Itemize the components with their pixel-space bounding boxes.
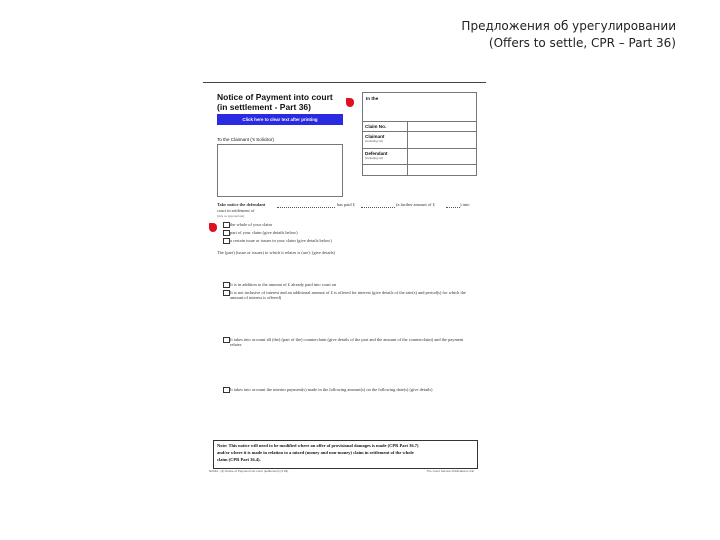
claimant-label: Claimant <box>365 134 385 139</box>
defendant-sub-label: (including ref) <box>365 156 384 160</box>
address-box[interactable] <box>217 144 343 197</box>
claim-no-label: Claim No. <box>365 124 387 129</box>
court-box-divider <box>407 121 408 175</box>
has-paid-text: has paid £ <box>337 202 355 207</box>
note-line3: claim (CPR Part 36.4). <box>217 457 261 462</box>
further-amount-line[interactable] <box>446 207 460 208</box>
interest-checkbox[interactable] <box>223 290 230 296</box>
further-amount-text: (a further amount of £ <box>396 202 435 207</box>
into-text: ) into <box>460 202 470 207</box>
court-box-row <box>363 131 476 132</box>
claimant-sub-label: (including ref) <box>365 139 384 143</box>
tick-as-appropriate-text: (tick as appropriate) <box>217 214 245 218</box>
interest-label: It is not inclusive of interest and an additional amount of £ is offered for interest (give details of the rate(s) and period(s) for which the amount of interest is offered) <box>230 290 466 300</box>
in-the-label: In the <box>366 96 379 101</box>
form-title-line2: (in settlement - Part 36) <box>217 102 311 112</box>
option-issues-label: a certain issue or issues in your claim (give details below) <box>230 238 332 243</box>
note-box <box>213 440 478 469</box>
footer-form-ref: N242A - (4) Notice of Payment into court (settlement) (4.03) <box>209 469 289 473</box>
option-part-claim-checkbox[interactable] <box>223 230 230 236</box>
court-details-box <box>362 92 477 176</box>
red-marker-icon <box>209 223 217 232</box>
red-marker-icon <box>346 98 354 107</box>
form-image <box>203 82 486 477</box>
note-line1: Note: This notice will need to be modified where an offer of provisional damages is made (CPR Part 36.7) <box>217 443 419 448</box>
court-settlement-text: court in settlement of <box>217 208 255 213</box>
interim-payment-checkbox[interactable] <box>223 387 230 393</box>
addition-checkbox[interactable] <box>223 282 230 288</box>
top-rule <box>203 82 486 83</box>
court-box-row <box>363 164 476 165</box>
take-notice-text: Take notice the defendant <box>217 202 266 207</box>
court-box-row <box>363 148 476 149</box>
slide-title-line1: Предложения об урегулировании <box>461 19 676 33</box>
form-title-line1: Notice of Payment into court <box>217 92 333 102</box>
option-issues-checkbox[interactable] <box>223 238 230 244</box>
option-whole-claim-checkbox[interactable] <box>223 222 230 228</box>
form-title <box>217 92 333 112</box>
defendant-name-line[interactable] <box>277 207 335 208</box>
issues-relates-text: The (part) (issue or issues) to which it relates is (are): (give details) <box>217 250 336 255</box>
slide-title <box>376 18 676 52</box>
counterclaim-checkbox[interactable] <box>223 337 230 343</box>
footer-publisher: The Court Service Publications Unit <box>426 469 474 473</box>
amount-line[interactable] <box>361 207 395 208</box>
counterclaim-label: It takes into account all (the) (part of the) counterclaim (give details of the part and the amount of the counterclaim) and the payment relates <box>230 337 464 347</box>
addition-label: It is in addition to the amount of £ already paid into court on <box>230 282 337 287</box>
to-claimant-label: To the Claimant ('s Solicitor) <box>217 137 275 142</box>
option-part-claim-label: part of your claim (give details below) <box>230 230 298 235</box>
interim-payment-label: It takes into account the interim payment(s) made in the following amount(s) on the following date(s) (give details) <box>230 387 433 392</box>
defendant-label: Defendant <box>365 151 388 156</box>
option-whole-claim-label: the whole of your claim <box>230 222 272 227</box>
slide-title-line2: (Offers to settle, CPR – Part 36) <box>488 36 676 50</box>
clear-text-button[interactable]: Click here to clear text after printing <box>217 114 343 125</box>
court-box-row <box>363 121 476 122</box>
note-line2: and/or where it is made in relation to a mixed (money and non-money) claim in settlement of the whole <box>217 450 414 455</box>
